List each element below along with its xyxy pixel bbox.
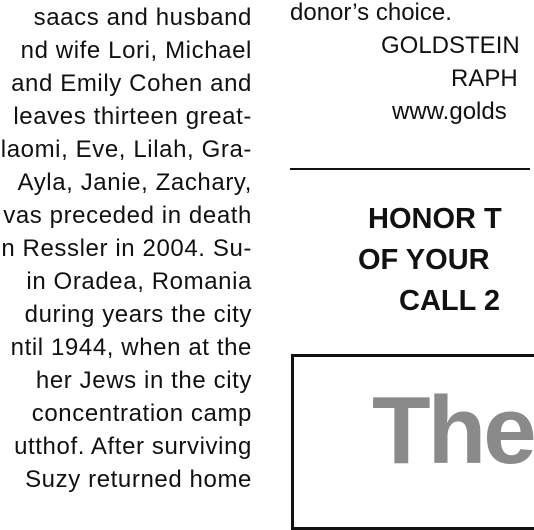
obituary-line: saacs and husband	[33, 4, 252, 31]
obituary-line: utthof. After surviving	[14, 433, 252, 460]
funeral-home-name: GOLDSTEIN	[381, 32, 520, 59]
obituary-line: Ayla, Janie, Zachary,	[17, 169, 252, 196]
honor-heading-line-2: OF YOUR	[358, 244, 490, 276]
section-divider	[290, 168, 530, 170]
honor-heading-line-3: CALL 2	[399, 285, 500, 317]
obituary-text-column	[0, 0, 252, 512]
funeral-home-website: www.golds	[392, 98, 507, 125]
donor-choice-line: donor’s choice.	[290, 0, 452, 26]
funeral-home-name-fragment: RAPH	[451, 65, 518, 92]
obituary-line: in Oradea, Romania	[26, 268, 252, 295]
obituary-line: during years the city	[24, 301, 252, 328]
obituary-line: nd wife Lori, Michael	[20, 37, 252, 64]
honor-heading-line-1: HONOR T	[368, 203, 502, 235]
obituary-line: leaves thirteen great-	[13, 103, 252, 130]
obituary-line: and Emily Cohen and	[11, 70, 252, 97]
obituary-line: n Ressler in 2004. Su-	[1, 235, 252, 262]
obituary-line: laomi, Eve, Lilah, Gra-	[0, 136, 252, 163]
obituary-line: concentration camp	[31, 400, 252, 427]
obituary-line: ntil 1944, when at the	[10, 334, 252, 361]
obituary-line: Suzy returned home	[25, 466, 252, 493]
obituary-line: her Jews in the city	[35, 367, 252, 394]
obituary-line: vas preceded in death	[3, 202, 252, 229]
advertisement-headline: The	[372, 377, 534, 484]
advertisement-box	[291, 354, 534, 530]
